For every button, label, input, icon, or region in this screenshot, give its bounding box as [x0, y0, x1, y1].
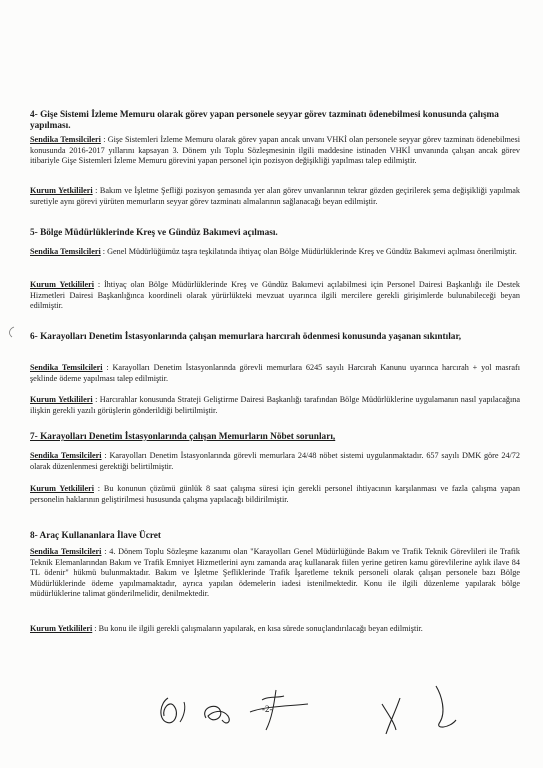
- section-heading: 4- Gişe Sistemi İzleme Memuru olarak görev yapan personele seyyar görev tazminatı ödenebilmesi konusunda çalışma yapılması.: [30, 110, 499, 131]
- section-5-union-entry: [30, 247, 520, 258]
- section-8-union-entry: [30, 547, 520, 600]
- signature-5: [436, 686, 456, 727]
- entry-text: : Bakım ve İşletme Şefliği pozisyon şemasında yer alan görev unvanlarının tekrar gözden geçirilerek şema değişikliği yapılmak suretiyle aynı görevi yürüten memurların seyyar görev tazminatı almalarının sağlanacağı beyan edilmiştir.: [30, 186, 521, 206]
- entry-label: Sendika Temsilcileri: [30, 451, 102, 460]
- signature-1: [161, 698, 177, 723]
- section-4-authority-entry: [30, 186, 520, 207]
- entry-text: : Karayolları Denetim İstasyonlarında görevli memurlara 24/48 nöbet sistemi uygulanmaktadır. 657 sayılı DMK göre 24/72 olarak düzenlenmesi gerektiği belirtilmiştir.: [30, 451, 520, 471]
- section-4-union-entry: [30, 135, 520, 167]
- section-6: [30, 332, 520, 343]
- section-heading: 6- Karayolları Denetim İstasyonlarında çalışan memurlara harcırah ödenmesi konusunda yaşanan sıkıntılar,: [30, 332, 462, 342]
- entry-text: : Bu konu ile ilgili gerekli çalışmaların yapılarak, en kısa sürede sonuçlandırılacağı beyan edilmiştir.: [92, 624, 423, 633]
- signature-4: [382, 698, 400, 734]
- entry-label: Sendika Temsilcileri: [30, 547, 102, 556]
- entry-text: : Harcırahlar konusunda Strateji Geliştirme Dairesi Başkanlığı tarafından Bölge Müdürlüklerine uygulamanın nasıl yapılacağına ilişkin gerekli yazılı görüşlerin gönderildiği belirtilmiştir.: [30, 395, 521, 415]
- section-heading: 8- Araç Kullananlara İlave Ücret: [30, 531, 162, 541]
- section-8: [30, 531, 520, 542]
- section-heading: 5- Bölge Müdürlüklerinde Kreş ve Gündüz Bakımevi açılması.: [30, 228, 278, 238]
- entry-label: Sendika Temsilcileri: [30, 363, 103, 372]
- entry-text: : Genel Müdürlüğümüz taşra teşkilatında ihtiyaç olan Bölge Müdürlüklerinde Kreş ve Gündüz Bakımevi açılması önerilmiştir.: [100, 247, 517, 256]
- section-7: [30, 432, 520, 443]
- entry-text: : Bu konunun çözümü günlük 8 saat çalışma süresi için gerekli personel ihtiyacının karşılanması ve fazla çalışma yapan personelin haklarının geliştirilmesi hususunda çalışma yapılacağı bildirilmiştir.: [30, 484, 520, 504]
- section-6-union-entry: [30, 363, 520, 384]
- section-7-authority-entry: [30, 484, 520, 505]
- section-heading: 7- Karayolları Denetim İstasyonlarında çalışan Memurların Nöbet sorunları,: [30, 432, 336, 442]
- margin-mark: [6, 326, 16, 338]
- section-5-authority-entry: [30, 280, 520, 312]
- section-7-union-entry: [30, 451, 520, 472]
- entry-text: : Gişe Sistemleri İzleme Memuru olarak görev yapan ancak unvanı VHKİ olan personele seyyar görev tazminatı ödenebilmesi konusunda 2016-2017 yıllarını kapsayan 3. Dönem yılı Toplu Sözleşmesinin ilgili maddesine istinaden VHKİ unvanında çalışan ancak görev itibariyle Gişe Sistemleri İzleme Memuru görevini yapan personel için pozisyon değişikliği yapılması talep edilmiştir.: [30, 135, 521, 166]
- entry-text: : İhtiyaç olan Bölge Müdürlüklerinde Kreş ve Gündüz Bakımevi açılabilmesi için Personel Dairesi Başkanlığı ile Destek Hizmetleri Dairesi Başkanlığınca koordineli olarak yürürlükteki mevzuat uyarınca ilgili mercilere gerekli girişimlerde bulunabileceği beyan edilmiştir.: [30, 280, 520, 311]
- signature-3: [250, 690, 308, 730]
- section-6-authority-entry: [30, 395, 520, 416]
- section-8-authority-entry: [30, 624, 520, 635]
- entry-label: Sendika Temsilcileri: [30, 135, 101, 144]
- entry-label: Sendika Temsilcileri: [30, 247, 101, 256]
- signatures: [150, 678, 480, 738]
- entry-label: Kurum Yetkilileri: [30, 395, 93, 404]
- page-number: -2-: [262, 704, 273, 714]
- entry-label: Kurum Yetkilileri: [30, 280, 95, 289]
- entry-label: Kurum Yetkilileri: [30, 624, 93, 633]
- section-4: [30, 110, 520, 132]
- entry-text: : 4. Dönem Toplu Sözleşme kazanımı olan "Karayolları Genel Müdürlüğünde Bakım ve Trafik Teknik Görevlileri ile Trafik Teknik Elemanlarından Bakım ve Trafik Emniyet Hizmetlerini aynı zamanda araç kullanarak fiilen yerine getiren kamu görevlilerine aylık ilave 84 TL ödenir" hükmü bulunmaktadır. Bakım ve İşletme Şefliklerinde Trafik İşaretleme teknik personeli olarak çalışan personele bazı Bölge Müdürlüklerinde ödeme yapılmamaktadır, ayrıca yapılan ödemelerin iadesi istenilmektedir. Konu ile ilgili düzenleme yapılarak bölge müdürlüklerine talimat gönderilmelidir, denilmektedir.: [30, 547, 520, 599]
- entry-label: Kurum Yetkilileri: [30, 484, 94, 493]
- entry-label: Kurum Yetkilileri: [30, 186, 93, 195]
- signature-2: [205, 706, 230, 723]
- entry-text: : Karayolları Denetim İstasyonlarında görevli memurlara 6245 sayılı Harcırah Kanunu uyarınca harcırah + yol masrafı şeklinde ödeme yapılması talep edilmiştir.: [30, 363, 520, 383]
- section-5: [30, 228, 520, 239]
